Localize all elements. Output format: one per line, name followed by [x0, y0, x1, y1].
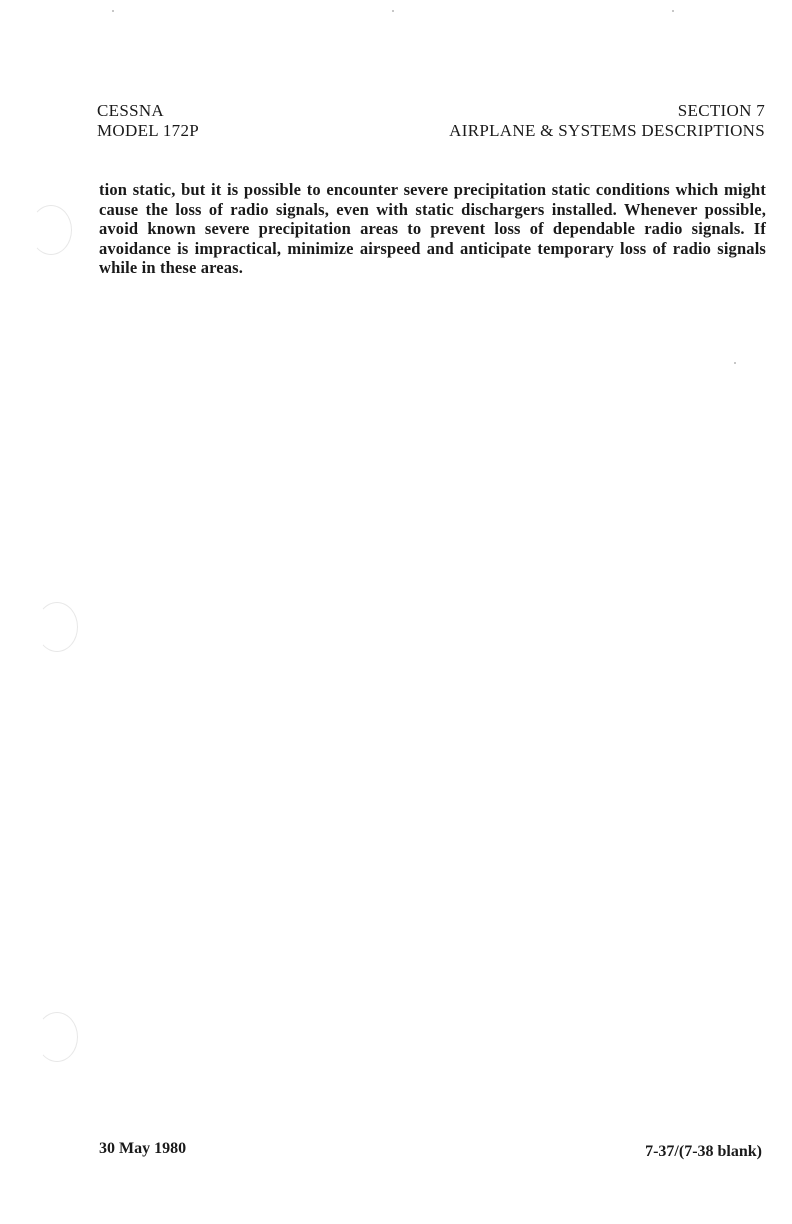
running-header	[97, 101, 765, 141]
header-row-1	[97, 101, 765, 121]
model-label: MODEL 172P	[97, 121, 200, 140]
punch-hole-mark	[36, 602, 78, 652]
punch-hole-mark	[30, 205, 72, 255]
footer-page-number: 7-37/(7-38 blank)	[645, 1143, 762, 1160]
scan-speck	[734, 362, 736, 364]
scan-speck	[112, 10, 114, 12]
manufacturer-label: CESSNA	[97, 101, 164, 120]
section-title: AIRPLANE & SYSTEMS DESCRIPTIONS	[449, 121, 765, 140]
footer-date: 30 May 1980	[99, 1140, 187, 1157]
header-row-2	[97, 121, 765, 141]
scan-speck	[392, 10, 394, 12]
section-number: SECTION 7	[677, 101, 765, 120]
scan-speck	[672, 10, 674, 12]
body-paragraph: tion static, but it is possible to encounter severe precipitation static conditions which might cause the loss of radio signals, even with static dischargers installed. Whenever possible, avoid known severe precipitation areas to prevent loss of dependable radio signals. If avoidance is impractical, minimize airspeed and anticipate temporary loss of radio signals while in these areas.	[99, 180, 766, 277]
punch-hole-mark	[36, 1012, 78, 1062]
